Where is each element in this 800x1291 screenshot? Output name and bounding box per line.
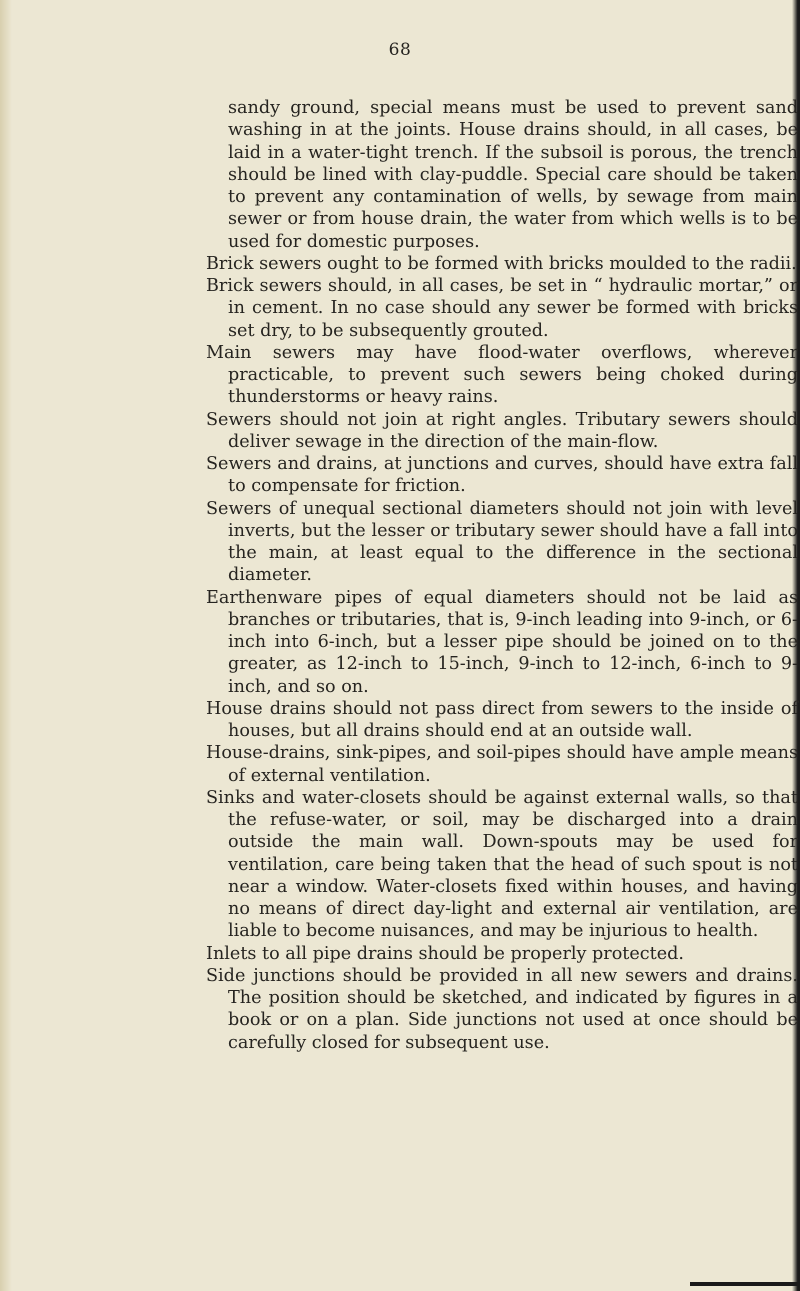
paragraph-junctions-curves: Sewers and drains, at junctions and curves, should have extra fall to compensate for friction. xyxy=(206,454,798,497)
paragraph-continuation: sandy ground, special means must be used to prevent sand washing in at the joints. House drains should, in all cases, be laid in a water-tight trench. If the subsoil is porous, the trench should be lined with clay-puddle. Special care should be taken to prevent any contamination of wells, by sewage from main sewer or from house drain, the water from which wells is to be used for domestic purposes. xyxy=(228,98,798,252)
paragraph-side-junctions: Side junctions should be provided in all new sewers and drains. The position should be sketched, and indicated by figures in a book or on a plan. Side junctions not used at once should be carefully closed for subsequent use. xyxy=(206,965,798,1053)
page-binding-shadow xyxy=(0,0,12,1291)
paragraph-earthenware-pipes: Earthenware pipes of equal diameters should not be laid as branches or tributaries, that is, 9-inch leading into 9-inch, or 6-inch into 6-inch, but a lesser pipe should be joined on to the greater, as 12-inch to 15-inch, 9-inch to 12-inch, 6-inch to 9-inch, and so on. xyxy=(206,587,798,697)
paragraph-inlets: Inlets to all pipe drains should be properly protected. xyxy=(206,943,684,964)
paragraph-brick-sewers-mortar: Brick sewers should, in all cases, be set in “ hydraulic mortar,” or in cement. In no case should any sewer be formed with bricks set dry, to be subsequently grouted. xyxy=(206,276,798,341)
paragraph-unequal-diameters: Sewers of unequal sectional diameters should not join with level inverts, but the lesser or tributary sewer should have a fall into the main, at least equal to the difference in the sectional diameter. xyxy=(206,498,798,586)
paragraph-sewers-right-angles: Sewers should not join at right angles. Tributary sewers should deliver sewage in the direction of the main-flow. xyxy=(206,409,798,452)
page-number: 68 xyxy=(388,40,412,60)
paragraph-brick-sewers-radii: Brick sewers ought to be formed with bricks moulded to the radii. xyxy=(206,253,797,274)
paragraph-main-sewers-overflows: Main sewers may have flood-water overflows, wherever practicable, to prevent such sewers being choked during thunderstorms or heavy rains. xyxy=(206,342,798,408)
paragraph-ventilation: House-drains, sink-pipes, and soil-pipes should have ample means of external ventilation. xyxy=(206,743,798,786)
page-bottom-edge xyxy=(690,1282,800,1286)
paragraph-house-drains: House drains should not pass direct from sewers to the inside of houses, but all drains should end at an outside wall. xyxy=(206,698,798,741)
body-text xyxy=(206,97,798,1054)
paragraph-sinks-water-closets: Sinks and water-closets should be against external walls, so that the refuse-water, or soil, may be discharged into a drain outside the main wall. Down-spouts may be used for ventilation, care being taken that the head of such spout is not near a window. Water-closets fixed within houses, and having no means of direct day-light and external air ventilation, are liable to become nuisances, and may be injurious to health. xyxy=(206,787,798,942)
